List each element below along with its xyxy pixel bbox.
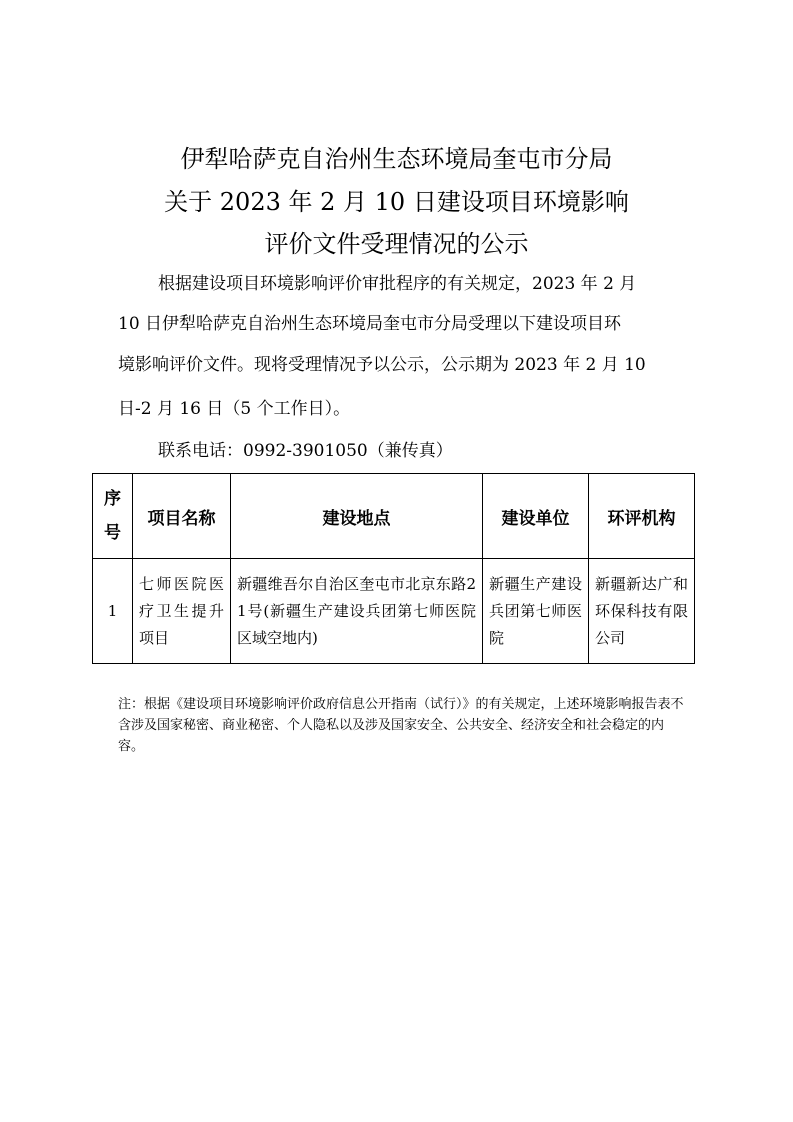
cell-project-name bbox=[133, 559, 231, 664]
header-project-name: 项目名称 bbox=[133, 474, 231, 559]
project-table bbox=[92, 473, 695, 664]
body-paragraph-line-4: 日-2 月 16 日（5 个工作日）。 bbox=[118, 399, 351, 419]
body-paragraph-line-1: 根据建设项目环境影响评价审批程序的有关规定，2023 年 2 月 bbox=[158, 274, 637, 294]
header-location: 建设地点 bbox=[231, 474, 483, 559]
cell-seq: 1 bbox=[93, 559, 133, 664]
notice-title-line-3: 评价文件受理情况的公示 bbox=[264, 230, 529, 258]
footnote: 注：根据《建设项目环境影响评价政府信息公开指南（试行）》的有关规定，上述环境影响报告表不含涉及国家秘密、商业秘密、个人隐私以及涉及国家安全、公共安全、经济安全和社会稳定的内容。 bbox=[118, 697, 684, 754]
cell-eia-organization bbox=[589, 559, 695, 664]
cell-location bbox=[231, 559, 483, 664]
cell-location-text: 新疆维吾尔自治区奎屯市北京东路21号(新疆生产建设兵团第七师医院区域空地内) bbox=[237, 574, 476, 647]
cell-construction-unit bbox=[483, 559, 589, 664]
table-header-row bbox=[93, 474, 695, 559]
cell-construction-unit-text: 新疆生产建设兵团第七师医院 bbox=[489, 574, 582, 647]
header-construction-unit: 建设单位 bbox=[483, 474, 589, 559]
header-seq-line-1: 序 bbox=[104, 489, 121, 509]
contact-phone: 联系电话：0992-3901050（兼传真） bbox=[158, 441, 453, 461]
notice-title-line-1: 伊犁哈萨克自治州生态环境局奎屯市分局 bbox=[180, 145, 613, 173]
table-row bbox=[93, 559, 695, 664]
header-seq-line-2: 号 bbox=[104, 523, 121, 543]
body-paragraph-line-2: 10 日伊犁哈萨克自治州生态环境局奎屯市分局受理以下建设项目环 bbox=[118, 314, 622, 334]
notice-title-line-2: 关于 2023 年 2 月 10 日建设项目环境影响 bbox=[164, 188, 629, 216]
cell-eia-organization-text: 新疆新达广和环保科技有限公司 bbox=[595, 574, 688, 647]
body-paragraph-line-3: 境影响评价文件。现将受理情况予以公示，公示期为 2023 年 2 月 10 bbox=[118, 355, 646, 375]
header-seq bbox=[93, 474, 133, 559]
cell-project-name-text: 七师医院医疗卫生提升项目 bbox=[139, 574, 224, 647]
header-eia-organization: 环评机构 bbox=[589, 474, 695, 559]
